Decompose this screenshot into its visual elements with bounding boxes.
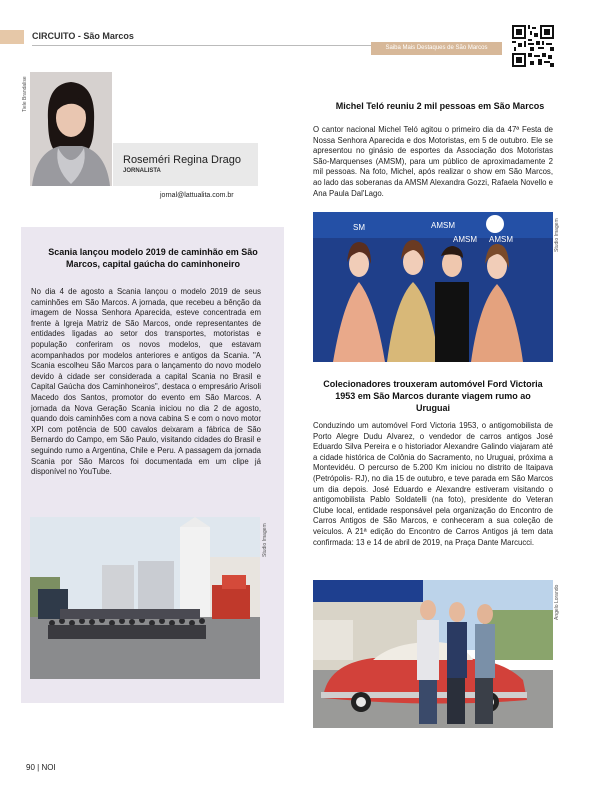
banner-label-4: AMSM (489, 235, 513, 244)
author-photo-credit: Tiele Brandalise (22, 76, 28, 112)
banner-label-2: AMSM (431, 221, 455, 230)
page-footer (26, 763, 56, 772)
telo-body: O cantor nacional Michel Teló agitou o primeiro dia da 47ª Festa de Nossa Senhora Aparecida e dos Motoristas, em 5 de outubro. Ele se apresentou no ginásio de esportes da Associação dos Motoristas São-Marquenses (AMSM), para um público de aproximadamente 2 mil pessoas. Na foto, Michel, após realizar o show em São Marcos, ao lado das soberanas da AMSM Alexandra Gozzi, Rafaela Novello e Ana Paula Dal'Lago. (313, 125, 553, 198)
scania-trucks-photo (30, 517, 260, 679)
author-email[interactable]: jornal@lattualita.com.br (160, 192, 234, 199)
scania-title: Scania lançou modelo 2019 de caminhão em São Marcos, capital gaúcha do caminhoneiro (48, 247, 258, 269)
ford-title: Colecionadores trouxeram automóvel Ford Victoria 1953 em São Marcos durante viagem rumo ao Uruguai (323, 379, 543, 413)
section-color-tab (0, 30, 24, 44)
telo-title: Michel Teló reuniu 2 mil pessoas em São Marcos (335, 101, 545, 111)
page-number: 90 (26, 763, 35, 772)
scania-photo-credit: Studio Imagem (262, 523, 268, 557)
ford-body: Conduzindo um automóvel Ford Victoria 1953, o antigomobilista de Porto Alegre Dudu Alvarez, o vendedor de carros antigos José Eduardo Silva Pereira e o historiador Alexandre Galindo viajaram até a cidade histórica de Colônia do Sacramento, no Uruguai, próxima a Montevidéu. O percurso de 5.200 Km iniciou no distrito de Itaipava (Petrópolis- RJ), no dia 15 de outubro, e teve parada em São Marcos um dia depois. José Eduardo e Alexandre estiveram visitando o antigomobilista Pablo Soldatelli (na foto), presidente do Veteran Clube local, entidade responsável pela organização do Encontro de Carros Antigos de São Marcos, e conheceram a sua coleção de veículos. A 21ª edição do Encontro de Carros Antigos já tem data confirmada: 13 e 14 de abril de 2019, na Praça Dante Marcucci. (313, 421, 553, 547)
banner-label-1: SM (353, 223, 365, 232)
telo-photo (313, 212, 553, 362)
telo-photo-credit: Studio Imagem (554, 218, 560, 252)
ford-victoria-photo (313, 580, 553, 728)
highlights-tag: Saiba Mais Destaques de São Marcos (371, 42, 502, 55)
author-name: Roseméri Regina Drago (123, 154, 241, 166)
qr-code-icon[interactable] (512, 25, 554, 67)
author-photo (30, 72, 112, 186)
ford-photo-credit: Angelo Lorando (554, 584, 560, 620)
magazine-name: NOI (41, 763, 56, 772)
banner-label-3: AMSM (453, 235, 477, 244)
footer-separator: | (37, 763, 40, 772)
scania-body: No dia 4 de agosto a Scania lançou o modelo 2019 de seus caminhões em São Marcos. A jornada, que recebeu a bênção da imagem de Nossa Senhora Aparecida, esteve concentrada em frente à Igreja Matriz de São Marcos, onde representantes de entidades ligadas ao setor dos transportes, motoristas e população conferiram os novos modelos, que estavam acompanhados por modelos anteriores e antigos da Scania. "A Scania escolheu São Marcos para o lançamento do novo modelo devido à cidade ser considerada a capital Scania no Brasil e Capital Gaúcha dos Caminhoneiros", destaca o empresário Arisoli Macedo dos Santos, promotor do evento em São Marcos. A jornada da Nova Geração Scania iniciou no dia 2 de agosto, quando dois caminhões com a nova cabina S e com o novo motor XPI com potência de 500 cavalos deixaram a fábrica de São Bernardo do Campo, em São Paulo, visitando cidades do Brasil e seguindo rumo a Argentina, Chile e Peru. A passagem da jornada Scania por São Marcos foi documentada em um clipe já disponível no YouTube. (31, 287, 261, 477)
author-role: JORNALISTA (123, 168, 161, 174)
section-label: CIRCUITO - São Marcos (32, 31, 134, 41)
